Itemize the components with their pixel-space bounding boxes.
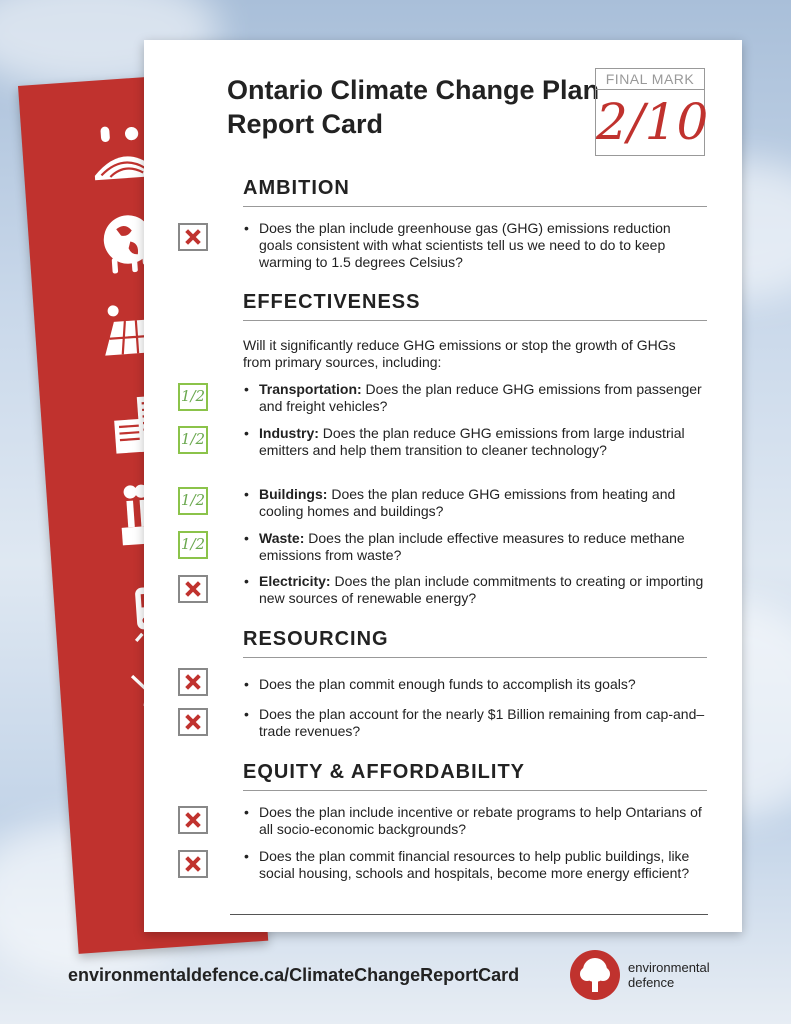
question-text: Does the plan reduce GHG emissions from passenger and freight vehicles? [259,381,702,414]
divider [230,914,708,915]
fail-x-icon [178,806,208,834]
half-mark-icon [178,383,208,411]
fail-x-icon [178,668,208,696]
section-heading-resourcing: RESOURCING [243,628,707,658]
logo-text [628,960,710,990]
environmental-defence-logo [570,950,620,1000]
half-mark-text: 1/2 [180,387,206,405]
tree-icon [570,950,620,1000]
question-industry [243,425,707,459]
half-mark-text: 1/2 [180,535,206,553]
question-label: Transportation: [259,381,362,397]
question-rebates: • Does the plan include incentive or rebate programs to help Ontarians of all socio-economic backgrounds? [243,804,707,838]
question-electricity [243,573,707,607]
section-heading-effectiveness: EFFECTIVENESS [243,291,707,321]
question-buildings [243,486,707,520]
fail-x-icon [178,850,208,878]
final-mark-box [595,68,709,156]
question-waste [243,530,707,564]
footer-url-link[interactable]: environmentaldefence.ca/ClimateChangeReportCard [68,965,520,985]
half-mark-icon [178,426,208,454]
question-text: Does the plan reduce GHG emissions from heating and cooling homes and buildings? [259,486,676,519]
half-mark-text: 1/2 [180,491,206,509]
question-text: Does the plan reduce GHG emissions from large industrial emitters and help them transition to cleaner technology? [259,425,685,458]
final-mark-value: 2/10 [596,93,709,151]
question-text: Does the plan include effective measures to reduce methane emissions from waste? [259,530,685,563]
fail-x-icon [178,575,208,603]
half-mark-icon [178,531,208,559]
half-mark-icon [178,487,208,515]
page-title: Ontario Climate Change Plan Report Card [227,75,600,139]
logo-text-line: environmental [628,960,710,975]
question-text: Does the plan include commitments to creating or importing new sources of renewable energy? [259,573,704,606]
section-heading-equity: EQUITY & AFFORDABILITY [243,761,707,791]
question-public-buildings: • Does the plan commit financial resources to help public buildings, like social housing, schools and hospitals, become more energy efficient? [243,848,707,882]
question-label: Buildings: [259,486,328,502]
question-ghg-goals: • Does the plan include greenhouse gas (GHG) emissions reduction goals consistent with what scientists tell us we need to do to keep warming to 1.5 degrees Celsius? [243,220,707,271]
section-heading-ambition: AMBITION [243,177,707,207]
report-card [144,40,742,932]
fail-x-icon [178,708,208,736]
question-label: Waste: [259,530,305,546]
final-mark-label: FINAL MARK [605,71,695,87]
question-cap-and-trade: • Does the plan account for the nearly $1 Billion remaining from cap-and–trade revenues? [243,706,707,740]
question-label: Electricity: [259,573,331,589]
effectiveness-intro: Will it significantly reduce GHG emissions or stop the growth of GHGs from primary sources, including: [243,337,676,370]
question-transportation [243,381,707,415]
fail-x-icon [178,223,208,251]
question-funds: • Does the plan commit enough funds to accomplish its goals? [243,676,707,693]
half-mark-text: 1/2 [180,430,206,448]
logo-text-line: defence [628,975,675,990]
question-label: Industry: [259,425,319,441]
